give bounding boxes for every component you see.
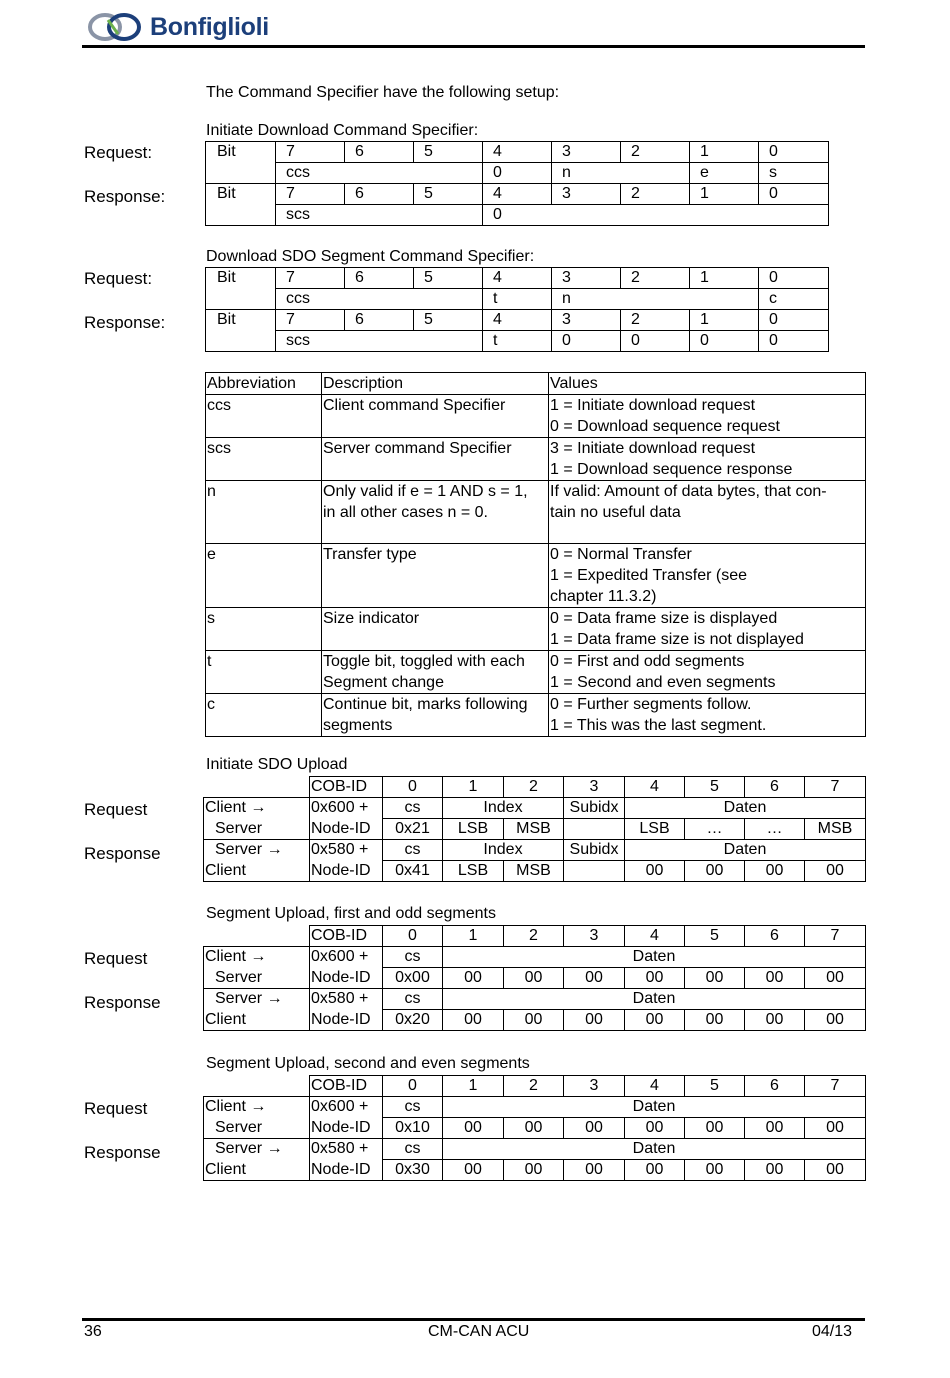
byte-cell: 00: [805, 968, 866, 989]
empty-cell: [204, 1076, 310, 1097]
bit-0: 0: [759, 310, 829, 331]
direction-cell: Client: [204, 1010, 310, 1031]
bit-7: 7: [276, 268, 345, 289]
bit-6: 6: [345, 142, 414, 163]
col-cob-id: COB-ID: [310, 1076, 383, 1097]
response-field-row: [206, 331, 829, 352]
col-cob-id: COB-ID: [310, 777, 383, 798]
byte-cell: MSB: [805, 819, 866, 840]
bit-3: 3: [552, 310, 621, 331]
request-field-row: [206, 289, 829, 310]
direction-cell: Server: [204, 1118, 310, 1139]
bit-4: 4: [483, 310, 552, 331]
byte-cell: 0x21: [383, 819, 443, 840]
request-value-row: [204, 968, 866, 989]
request-row: [204, 798, 866, 819]
byte-cell: 00: [685, 1010, 745, 1031]
byte-cell: 00: [625, 968, 685, 989]
bit-header-row: [206, 268, 829, 289]
response-value-row: [204, 1160, 866, 1181]
bit-5: 5: [414, 268, 483, 289]
field-c: c: [759, 289, 829, 310]
abbr-cell: c: [206, 694, 322, 737]
desc-cell: Size indicator: [322, 608, 549, 651]
byte-cell: 00: [625, 861, 685, 882]
brand-name: Bonfiglioli: [150, 12, 269, 41]
byte-cell: LSB: [625, 819, 685, 840]
col-2: 2: [504, 926, 564, 947]
byte-cell: 00: [745, 1160, 805, 1181]
sdo-header-row: [204, 1076, 866, 1097]
field-zero: 0: [690, 331, 759, 352]
bit-4: 4: [483, 184, 552, 205]
response-field-row: [206, 205, 829, 226]
col-5: 5: [685, 926, 745, 947]
segment-title: Download SDO Segment Command Specifier:: [206, 248, 535, 265]
byte-cell: …: [685, 819, 745, 840]
daten-cell: Daten: [443, 1097, 866, 1118]
col-0: 0: [383, 777, 443, 798]
col-1: 1: [443, 1076, 504, 1097]
field-ccs: ccs: [276, 289, 483, 310]
node-cell: Node-ID: [310, 1010, 383, 1031]
bit-7: 7: [276, 310, 345, 331]
abbr-cell: s: [206, 608, 322, 651]
field-e: e: [690, 163, 759, 184]
abbreviation-table: [205, 372, 866, 737]
direction-cell: Client →: [204, 798, 310, 819]
daten-cell: Daten: [443, 947, 866, 968]
bit-4: 4: [483, 142, 552, 163]
node-cell: Node-ID: [310, 1160, 383, 1181]
empty-cell: [204, 777, 310, 798]
sdo-header-row: [204, 926, 866, 947]
byte-cell: 00: [443, 1160, 504, 1181]
col-4: 4: [625, 777, 685, 798]
bit-1: 1: [690, 268, 759, 289]
table-row: [206, 608, 866, 651]
cob-cell: 0x580 +: [310, 989, 383, 1010]
desc-cell: Transfer type: [322, 544, 549, 608]
byte-cell: 00: [504, 968, 564, 989]
byte-cell: 00: [745, 1118, 805, 1139]
direction-cell: Server →: [204, 840, 310, 861]
field-n: n: [552, 163, 690, 184]
cs-cell: cs: [383, 1139, 443, 1160]
bit-0: 0: [759, 142, 829, 163]
col-7: 7: [805, 777, 866, 798]
byte-cell: 00: [625, 1010, 685, 1031]
empty-cell: [204, 926, 310, 947]
bit-2: 2: [621, 310, 690, 331]
intro-text: The Command Specifier have the following setup:: [206, 84, 560, 101]
desc-cell: Client command Specifier: [322, 395, 549, 438]
desc-cell: Server command Specifier: [322, 438, 549, 481]
byte-cell: 00: [805, 861, 866, 882]
request-field-row: [206, 163, 829, 184]
brand-logo: [88, 10, 298, 44]
col-2: 2: [504, 777, 564, 798]
byte-cell: 00: [685, 968, 745, 989]
bit-label: Bit: [206, 310, 276, 331]
request-label: Request:: [84, 143, 153, 162]
desc-cell: Only valid if e = 1 AND s = 1, in all other cases n = 0.: [322, 481, 549, 544]
col-5: 5: [685, 777, 745, 798]
values-cell: 1 = Initiate download request 0 = Download sequence request: [549, 395, 866, 438]
bit-2: 2: [621, 142, 690, 163]
daten-cell: Daten: [625, 798, 866, 819]
field-zero: 0: [759, 331, 829, 352]
byte-cell: 00: [564, 968, 625, 989]
field-zero: 0: [552, 331, 621, 352]
col-7: 7: [805, 1076, 866, 1097]
cs-cell: cs: [383, 1097, 443, 1118]
bit-header-row: [206, 142, 829, 163]
col-description: Description: [322, 373, 549, 395]
col-1: 1: [443, 926, 504, 947]
byte-cell: 00: [625, 1118, 685, 1139]
subidx-cell: Subidx: [564, 798, 625, 819]
bit-6: 6: [345, 268, 414, 289]
upload-title: Initiate SDO Upload: [206, 756, 348, 773]
col-4: 4: [625, 926, 685, 947]
bit-1: 1: [690, 184, 759, 205]
col-cob-id: COB-ID: [310, 926, 383, 947]
bit-0: 0: [759, 268, 829, 289]
node-cell: Node-ID: [310, 968, 383, 989]
response-value-row: [204, 861, 866, 882]
abbr-cell: e: [206, 544, 322, 608]
byte-cell: 00: [564, 1010, 625, 1031]
request-label: Request: [84, 949, 148, 968]
byte-cell: …: [745, 819, 805, 840]
col-6: 6: [745, 1076, 805, 1097]
direction-cell: Client: [204, 861, 310, 882]
col-0: 0: [383, 926, 443, 947]
bit-5: 5: [414, 142, 483, 163]
bit-3: 3: [552, 184, 621, 205]
bit-1: 1: [690, 310, 759, 331]
index-cell: Index: [443, 840, 564, 861]
table-row: [206, 481, 866, 544]
page-number: 36: [84, 1323, 102, 1340]
byte-cell: 0x30: [383, 1160, 443, 1181]
cob-cell: 0x580 +: [310, 840, 383, 861]
request-label: Request:: [84, 269, 153, 288]
segment-upload-even-table: [203, 1075, 866, 1181]
initiate-title: Initiate Download Command Specifier:: [206, 122, 479, 139]
byte-cell: 00: [805, 1010, 866, 1031]
byte-cell: 00: [504, 1160, 564, 1181]
col-3: 3: [564, 777, 625, 798]
document-name: CM-CAN ACU: [428, 1323, 530, 1340]
daten-cell: Daten: [443, 989, 866, 1010]
abbr-cell: n: [206, 481, 322, 544]
bit-0: 0: [759, 184, 829, 205]
col-values: Values: [549, 373, 866, 395]
byte-cell: 00: [504, 1118, 564, 1139]
direction-cell: Client: [204, 1160, 310, 1181]
bit-7: 7: [276, 142, 345, 163]
bit-label: Bit: [206, 142, 276, 163]
daten-cell: Daten: [443, 1139, 866, 1160]
byte-cell: 00: [745, 861, 805, 882]
bit-label: Bit: [206, 268, 276, 289]
byte-cell: LSB: [443, 819, 504, 840]
field-s: s: [759, 163, 829, 184]
byte-cell: 0x00: [383, 968, 443, 989]
byte-cell: 0x20: [383, 1010, 443, 1031]
request-value-row: [204, 1118, 866, 1139]
cob-cell: 0x600 +: [310, 947, 383, 968]
bit-7: 7: [276, 184, 345, 205]
direction-cell: Server: [204, 819, 310, 840]
byte-cell: MSB: [504, 819, 564, 840]
empty-cell: [206, 163, 276, 184]
byte-cell: 00: [685, 1118, 745, 1139]
col-4: 4: [625, 1076, 685, 1097]
field-zero: 0: [483, 163, 552, 184]
daten-cell: Daten: [625, 840, 866, 861]
node-cell: Node-ID: [310, 1118, 383, 1139]
col-5: 5: [685, 1076, 745, 1097]
values-cell: If valid: Amount of data bytes, that con- tain no useful data: [549, 481, 866, 544]
bit-6: 6: [345, 184, 414, 205]
direction-cell: Client →: [204, 1097, 310, 1118]
cs-cell: cs: [383, 947, 443, 968]
field-t: t: [483, 289, 552, 310]
byte-cell: LSB: [443, 861, 504, 882]
byte-cell: 00: [504, 1010, 564, 1031]
bonfiglioli-logo-icon: [88, 12, 146, 42]
response-label: Response: [84, 1143, 161, 1162]
abbr-cell: ccs: [206, 395, 322, 438]
field-zero: 0: [621, 331, 690, 352]
values-cell: 0 = Data frame size is displayed 1 = Data frame size is not displayed: [549, 608, 866, 651]
response-row: [204, 1139, 866, 1160]
bit-4: 4: [483, 268, 552, 289]
sdo-header-row: [204, 777, 866, 798]
byte-cell: 00: [685, 861, 745, 882]
byte-cell: MSB: [504, 861, 564, 882]
col-3: 3: [564, 1076, 625, 1097]
bit-5: 5: [414, 310, 483, 331]
cs-cell: cs: [383, 798, 443, 819]
table-row: [206, 395, 866, 438]
request-label: Request: [84, 800, 148, 819]
segment-upload-odd-table: [203, 925, 866, 1031]
abbreviation-header-row: [206, 373, 866, 395]
response-value-row: [204, 1010, 866, 1031]
bit-2: 2: [621, 184, 690, 205]
abbr-cell: scs: [206, 438, 322, 481]
byte-cell: 00: [443, 1118, 504, 1139]
byte-cell: 00: [685, 1160, 745, 1181]
col-1: 1: [443, 777, 504, 798]
byte-cell: 00: [564, 1118, 625, 1139]
request-row: [204, 1097, 866, 1118]
segment-bit-table: [205, 267, 829, 352]
direction-cell: Client →: [204, 947, 310, 968]
footer-rule: [82, 1318, 865, 1321]
col-7: 7: [805, 926, 866, 947]
field-scs: scs: [276, 205, 483, 226]
cob-cell: 0x600 +: [310, 1097, 383, 1118]
byte-cell: 00: [745, 1010, 805, 1031]
bit-2: 2: [621, 268, 690, 289]
request-value-row: [204, 819, 866, 840]
byte-cell: [564, 819, 625, 840]
desc-cell: Toggle bit, toggled with each Segment change: [322, 651, 549, 694]
byte-cell: 00: [805, 1118, 866, 1139]
cs-cell: cs: [383, 840, 443, 861]
request-row: [204, 947, 866, 968]
response-row: [204, 989, 866, 1010]
bit-3: 3: [552, 142, 621, 163]
field-n: n: [552, 289, 759, 310]
direction-cell: Server →: [204, 989, 310, 1010]
desc-cell: Continue bit, marks following segments: [322, 694, 549, 737]
byte-cell: 00: [745, 968, 805, 989]
byte-cell: 00: [625, 1160, 685, 1181]
field-scs: scs: [276, 331, 483, 352]
response-label: Response: [84, 993, 161, 1012]
empty-cell: [206, 205, 276, 226]
header-rule: [82, 45, 865, 48]
seg-first-title: Segment Upload, first and odd segments: [206, 905, 496, 922]
table-row: [206, 651, 866, 694]
empty-cell: [206, 289, 276, 310]
sdo-upload-table: [203, 776, 866, 882]
col-3: 3: [564, 926, 625, 947]
col-0: 0: [383, 1076, 443, 1097]
field-ccs: ccs: [276, 163, 483, 184]
response-bit-row: [206, 184, 829, 205]
index-cell: Index: [443, 798, 564, 819]
field-zero: 0: [483, 205, 829, 226]
values-cell: 0 = First and odd segments 1 = Second and even segments: [549, 651, 866, 694]
abbr-cell: t: [206, 651, 322, 694]
direction-cell: Server →: [204, 1139, 310, 1160]
response-label: Response: [84, 844, 161, 863]
bit-6: 6: [345, 310, 414, 331]
field-t: t: [483, 331, 552, 352]
byte-cell: 00: [443, 1010, 504, 1031]
table-row: [206, 544, 866, 608]
subidx-cell: Subidx: [564, 840, 625, 861]
values-cell: 0 = Normal Transfer 1 = Expedited Transfer (see chapter 11.3.2): [549, 544, 866, 608]
byte-cell: 00: [564, 1160, 625, 1181]
table-row: [206, 438, 866, 481]
initiate-bit-table: [205, 141, 829, 226]
bit-1: 1: [690, 142, 759, 163]
byte-cell: 00: [443, 968, 504, 989]
values-cell: 3 = Initiate download request 1 = Download sequence response: [549, 438, 866, 481]
byte-cell: [564, 861, 625, 882]
seg-second-title: Segment Upload, second and even segments: [206, 1055, 530, 1072]
values-cell: 0 = Further segments follow. 1 = This was the last segment.: [549, 694, 866, 737]
node-cell: Node-ID: [310, 861, 383, 882]
document-date: 04/13: [812, 1323, 853, 1340]
cob-cell: 0x600 +: [310, 798, 383, 819]
empty-cell: [206, 331, 276, 352]
col-6: 6: [745, 926, 805, 947]
cs-cell: cs: [383, 989, 443, 1010]
byte-cell: 00: [805, 1160, 866, 1181]
col-abbreviation: Abbreviation: [206, 373, 322, 395]
response-bit-row: [206, 310, 829, 331]
direction-cell: Server: [204, 968, 310, 989]
col-6: 6: [745, 777, 805, 798]
response-row: [204, 840, 866, 861]
response-label: Response:: [84, 313, 166, 332]
response-label: Response:: [84, 187, 166, 206]
bit-label: Bit: [206, 184, 276, 205]
request-label: Request: [84, 1099, 148, 1118]
bit-3: 3: [552, 268, 621, 289]
bit-5: 5: [414, 184, 483, 205]
cob-cell: 0x580 +: [310, 1139, 383, 1160]
table-row: [206, 694, 866, 737]
byte-cell: 0x41: [383, 861, 443, 882]
byte-cell: 0x10: [383, 1118, 443, 1139]
node-cell: Node-ID: [310, 819, 383, 840]
col-2: 2: [504, 1076, 564, 1097]
